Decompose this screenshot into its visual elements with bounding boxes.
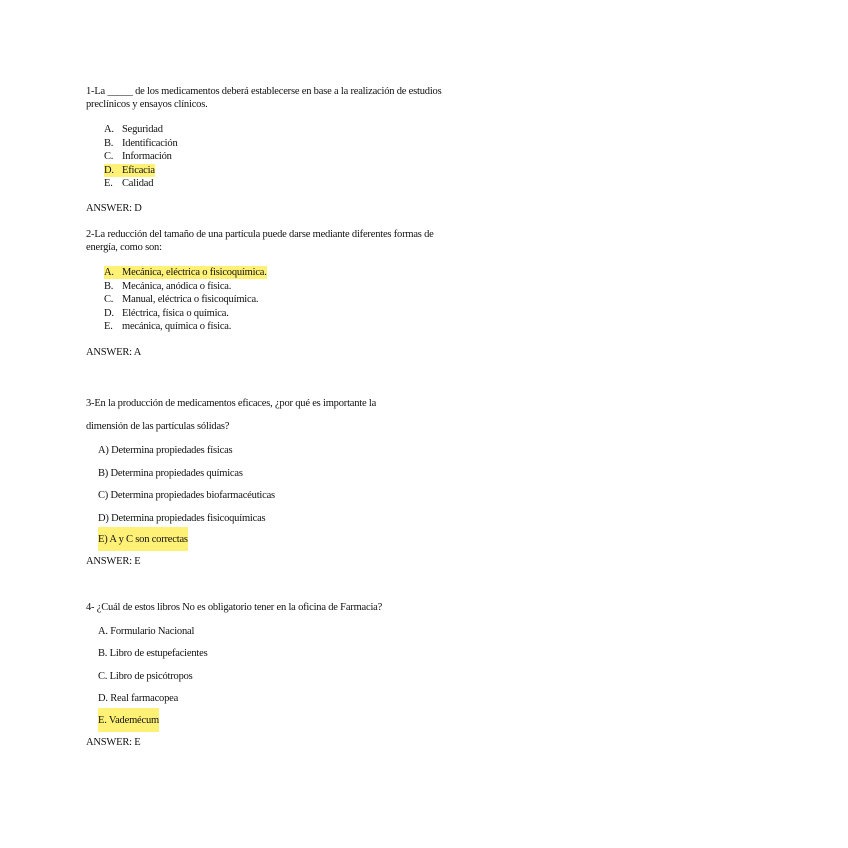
- question-1-option-b: [104, 137, 178, 150]
- question-2-option-e: [104, 320, 231, 333]
- question-4-option-b: B. Libro de estupefacientes: [98, 648, 208, 659]
- option-text: Manual, eléctrica o fisicoquímica.: [122, 294, 259, 305]
- option-text: Información: [122, 151, 172, 162]
- option-text: mecánica, química o física.: [122, 321, 232, 332]
- question-3-option-a: A) Determina propiedades físicas: [98, 445, 233, 456]
- option-text: Mecánica, eléctrica o fisicoquímica.: [122, 267, 267, 278]
- option-letter: C.: [104, 151, 114, 162]
- option-letter: A.: [104, 267, 114, 278]
- question-3-option-e-highlighted: E) A y C son correctas: [98, 527, 188, 551]
- option-letter: B.: [104, 281, 114, 292]
- option-letter: D.: [104, 308, 114, 319]
- question-3-option-c: C) Determina propiedades biofarmacéuticas: [98, 490, 275, 501]
- option-letter: B.: [104, 138, 114, 149]
- question-1-option-c: [104, 150, 172, 163]
- question-1-text-line-1: 1-La _____ de los medicamentos deberá establecerse en base a la realización de estudios: [86, 86, 442, 97]
- question-4-option-c: C. Libro de psicótropos: [98, 671, 193, 682]
- option-letter: E.: [104, 321, 113, 332]
- question-1-option-d-highlighted: [104, 164, 155, 177]
- option-letter: E.: [104, 178, 113, 189]
- question-2-option-a-highlighted: [104, 266, 267, 279]
- option-text: Seguridad: [122, 124, 163, 135]
- option-text: Eficacia: [122, 165, 155, 176]
- question-2-text-line-2: energía, como son:: [86, 242, 162, 253]
- question-4-answer: ANSWER: E: [86, 737, 141, 748]
- option-letter: C.: [104, 294, 114, 305]
- question-1-option-e: [104, 177, 153, 190]
- question-3-text-line-1: 3-En la producción de medicamentos eficaces, ¿por qué es importante la: [86, 398, 377, 409]
- question-2-answer: ANSWER: A: [86, 347, 142, 358]
- question-2-option-c: [104, 293, 258, 306]
- question-1-option-a: [104, 123, 163, 136]
- option-letter: A.: [104, 124, 114, 135]
- question-4-option-d: D. Real farmacopea: [98, 693, 179, 704]
- question-2-option-b: [104, 280, 231, 293]
- option-text: Calidad: [122, 178, 154, 189]
- question-1-text-line-2: preclínicos y ensayos clínicos.: [86, 99, 208, 110]
- question-3-option-d: D) Determina propiedades fisicoquímicas: [98, 513, 266, 524]
- option-text: Identificación: [122, 138, 178, 149]
- question-1-answer: ANSWER: D: [86, 203, 142, 214]
- option-letter: D.: [104, 165, 114, 176]
- question-4-text: 4- ¿Cuál de estos libros No es obligatorio tener en la oficina de Farmacia?: [86, 602, 383, 613]
- option-text: Mecánica, anódica o física.: [122, 281, 232, 292]
- question-2-text-line-1: 2-La reducción del tamaño de una partícula puede darse mediante diferentes formas de: [86, 229, 434, 240]
- question-3-answer: ANSWER: E: [86, 556, 141, 567]
- question-3-text-line-2: dimensión de las partículas sólidas?: [86, 421, 230, 432]
- question-4-option-e-highlighted: E. Vademécum: [98, 708, 159, 732]
- question-3-option-b: B) Determina propiedades químicas: [98, 468, 243, 479]
- option-text: Eléctrica, física o química.: [122, 308, 229, 319]
- question-2-option-d: [104, 307, 229, 320]
- question-4-option-a: A. Formulario Nacional: [98, 626, 195, 637]
